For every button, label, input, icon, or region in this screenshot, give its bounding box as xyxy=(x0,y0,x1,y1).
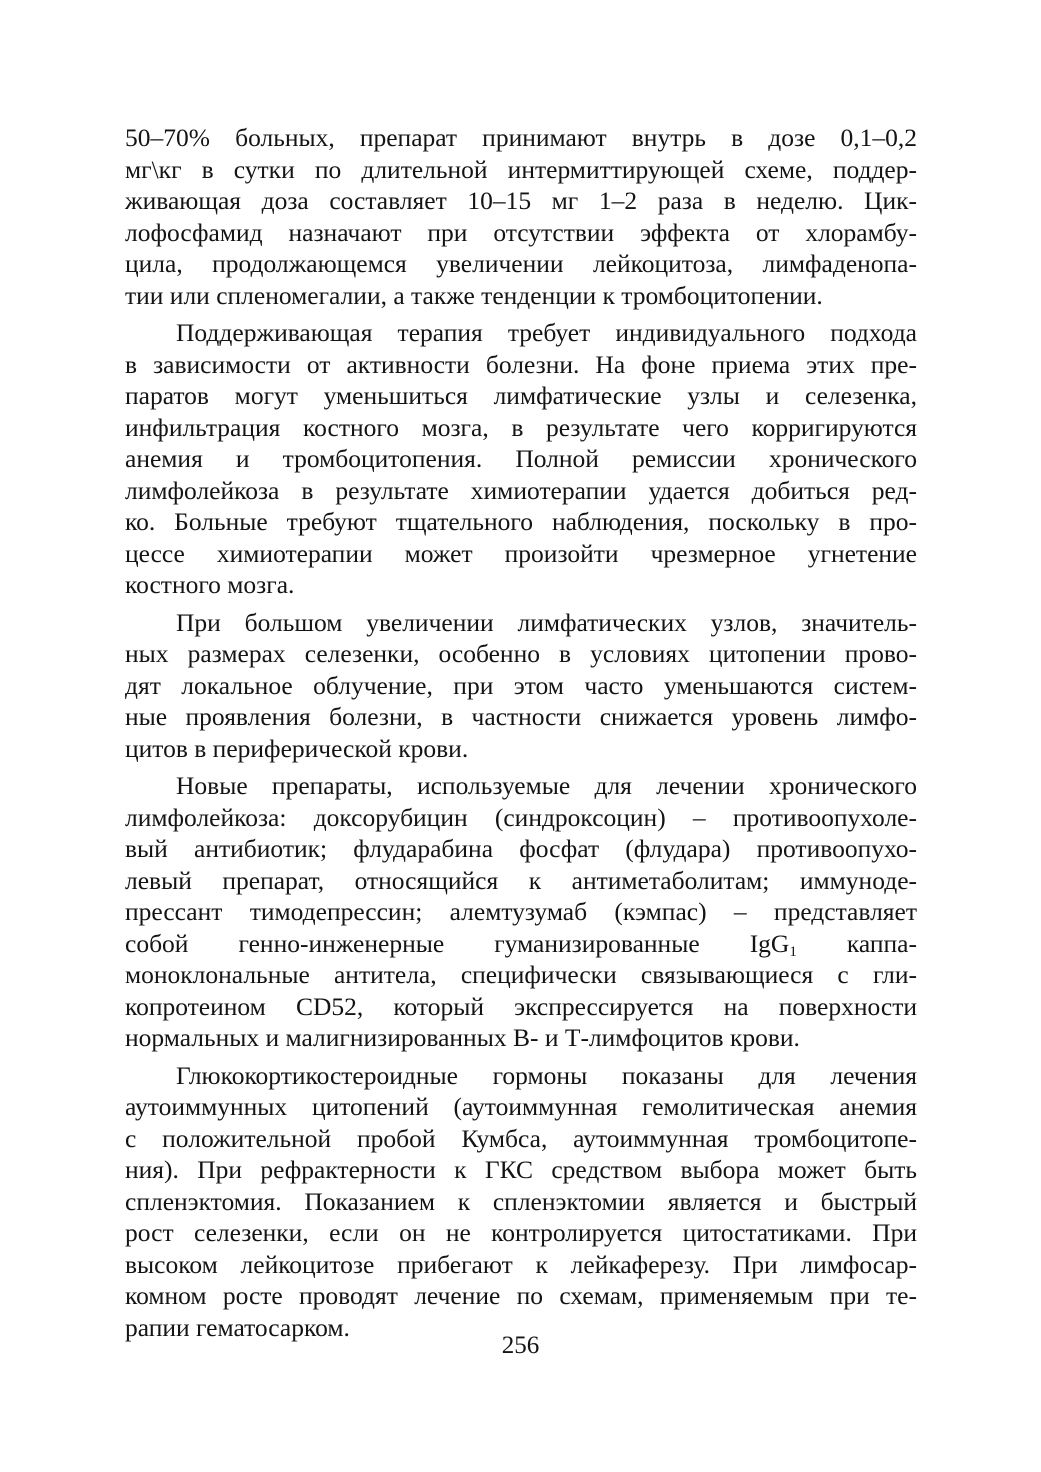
text-line: инфильтрация костного мозга, в результате чего корригируются xyxy=(125,412,917,442)
document-body xyxy=(125,122,917,1343)
text-line: живающая доза составляет 10–15 мг 1–2 раза в неделю. Цик- xyxy=(125,186,917,215)
text-line: цила, продолжающемся увеличении лейкоцитоза, лимфаденопа- xyxy=(125,249,917,278)
text-line: цессе химиотерапии может произойти чрезмерное угнетение xyxy=(125,538,917,568)
text-line: левый препарат, относящийся к антиметаболитам; иммуноде- xyxy=(125,865,917,895)
text-line: рост селезенки, если он не контролируется цитостатиками. При xyxy=(125,1218,917,1247)
text-line: моноклональные антитела, специфически связывающиеся с гли- xyxy=(125,960,917,989)
text-line: лофосфамид назначают при отсутствии эффекта от хлорамбу- xyxy=(125,217,917,247)
text-line: анемия и тромбоцитопения. Полной ремиссии хронического xyxy=(125,444,917,473)
text-line: в зависимости от активности болезни. На фоне приема этих пре- xyxy=(125,349,917,379)
paragraph xyxy=(125,317,917,601)
text-run: каппа- xyxy=(796,928,917,958)
text-line: лимфолейкоза: доксорубицин (синдроксоцин) – противоопухоле- xyxy=(125,802,917,832)
paragraph xyxy=(125,1060,917,1344)
text-line: с положительной пробой Кумбса, аутоиммунная тромбоцитопе- xyxy=(125,1123,917,1153)
text-line: прессант тимодепрессин; алемтузумаб (кэмпас) – представляет xyxy=(125,897,917,926)
text-line: цитов в периферической крови. xyxy=(125,733,469,763)
text-line: нормальных и малигнизированных В- и Т-лимфоцитов крови. xyxy=(125,1023,800,1052)
paragraph xyxy=(125,770,917,1054)
text-line: ные проявления болезни, в частности снижается уровень лимфо- xyxy=(125,702,917,731)
text-line: копротеином CD52, который экспрессируется на поверхности xyxy=(125,991,917,1021)
text-line: ния). При рефрактерности к ГКС средством выбора может быть xyxy=(125,1155,917,1184)
text-line: мг\кг в сутки по длительной интермиттирующей схеме, поддер- xyxy=(125,154,917,184)
text-line: При большом увеличении лимфатических узлов, значитель- xyxy=(176,607,917,637)
text-line: паратов могут уменьшиться лимфатические узлы и селезенка, xyxy=(125,381,917,410)
text-line-with-subscript xyxy=(125,928,917,960)
text-line: спленэктомия. Показанием к спленэктомии является и быстрый xyxy=(125,1186,917,1216)
text-run: собой генно-инженерные гуманизированные IgG xyxy=(125,928,790,958)
text-line: 50–70% больных, препарат принимают внутрь в дозе 0,1–0,2 xyxy=(125,123,917,152)
text-line: ко. Больные требуют тщательного наблюдения, поскольку в про- xyxy=(125,507,917,536)
text-line: высоком лейкоцитозе прибегают к лейкаферезу. При лимфосар- xyxy=(125,1249,917,1279)
text-line: костного мозга. xyxy=(125,570,295,599)
text-line: Новые препараты, используемые для лечении хронического xyxy=(176,771,917,800)
paragraph xyxy=(125,122,917,311)
text-line: вый антибиотик; флударабина фосфат (флудара) противоопухо- xyxy=(125,834,917,863)
text-line: рапии гематосарком. xyxy=(125,1312,350,1342)
text-line: Поддерживающая терапия требует индивидуального подхода xyxy=(176,318,917,347)
subscript: 1 xyxy=(789,943,797,960)
text-line: ных размерах селезенки, особенно в условиях цитопении прово- xyxy=(125,639,917,668)
text-line: аутоиммунных цитопений (аутоиммунная гемолитическая анемия xyxy=(125,1092,917,1121)
text-line: лимфолейкоза в результате химиотерапии удается добиться ред- xyxy=(125,475,917,505)
paragraph xyxy=(125,607,917,765)
text-line: дят локальное облучение, при этом часто уменьшаются систем- xyxy=(125,670,917,700)
text-line: комном росте проводят лечение по схемам, применяемым при те- xyxy=(125,1281,917,1310)
page-number: 256 xyxy=(501,1332,540,1359)
text-line: тии или спленомегалии, а также тенденции к тромбоцитопении. xyxy=(125,280,823,310)
text-line: Глюкокортикостероидные гормоны показаны для лечения xyxy=(176,1060,917,1090)
